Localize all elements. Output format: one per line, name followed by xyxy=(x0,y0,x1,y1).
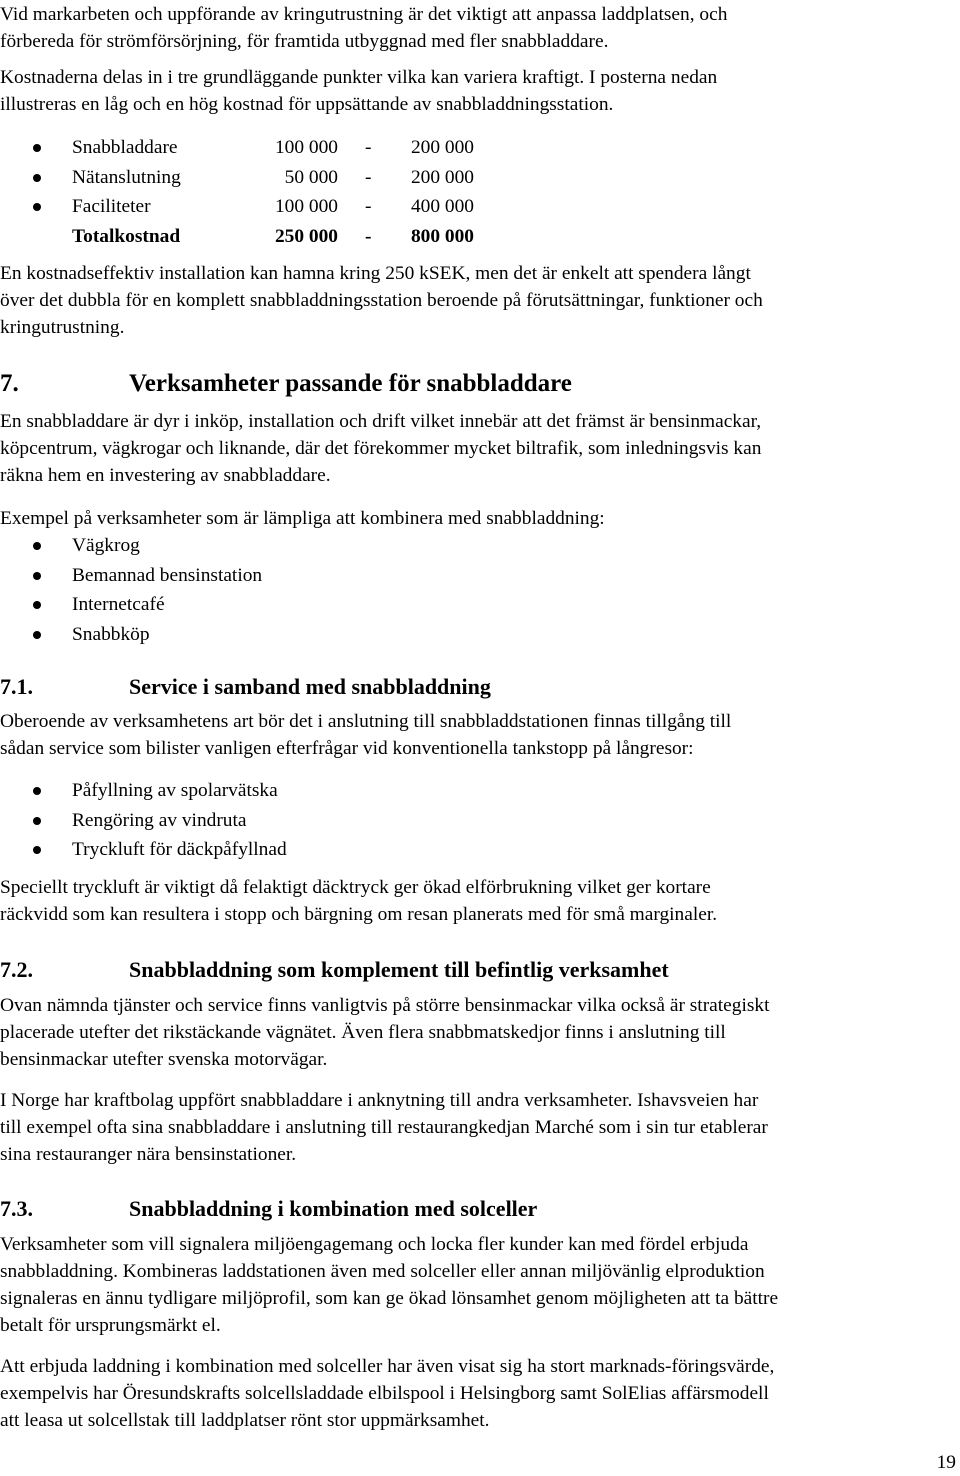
examples-list xyxy=(0,531,262,649)
bullet-icon xyxy=(33,174,41,182)
cost-label: Snabbladdare xyxy=(72,137,178,158)
text-line: bensinmackar utefter svenska motorvägar. xyxy=(0,1049,328,1070)
cost-low: 100 000 xyxy=(274,196,338,217)
bullet-icon xyxy=(33,631,41,639)
text-line: signaleras en ännu tydligare miljöprofil, som kan ge ökad lönsamhet genom möjligheten att ta bättre xyxy=(0,1288,779,1309)
text-line: snabbladdning. Kombineras laddstationen även med solceller eller annan miljövänlig elproduktion xyxy=(0,1261,765,1282)
bullet-icon xyxy=(33,542,41,550)
text-line: kringutrustning. xyxy=(0,317,125,338)
section-7-paragraph xyxy=(0,408,945,489)
cost-total-high: 800 000 xyxy=(410,225,474,247)
list-item: Internetcafé xyxy=(0,590,262,620)
cost-intro-paragraph xyxy=(0,64,945,118)
list-item: Påfyllning av spolarvätska xyxy=(0,776,287,806)
cost-high: 200 000 xyxy=(410,137,474,158)
text-line: sina restauranger nära bensinstationer. xyxy=(0,1144,297,1165)
page-number: 19 xyxy=(936,1452,956,1473)
section-number: 7.1. xyxy=(0,674,33,699)
section-7-2-paragraph-1 xyxy=(0,992,945,1073)
text-line: förbereda för strömförsörjning, för framtida utbyggnad med fler snabbladdare. xyxy=(0,31,609,52)
bullet-icon xyxy=(33,601,41,609)
list-item: Tryckluft för däckpåfyllnad xyxy=(0,835,287,865)
cost-low: 50 000 xyxy=(284,166,338,188)
bullet-icon xyxy=(33,787,41,795)
cost-list xyxy=(0,133,945,251)
list-item: Vägkrog xyxy=(0,531,262,561)
text-line: köpcentrum, vägkrogar och liknande, där det förekommer mycket biltrafik, som inledningsvis kan xyxy=(0,438,762,459)
text-line: I Norge har kraftbolag uppfört snabbladdare i anknytning till andra verksamheter. Ishavsveien har xyxy=(0,1090,759,1111)
section-title: Snabbladdning som komplement till befintlig verksamhet xyxy=(129,957,669,982)
text-line: placerade utefter det rikstäckande vägnätet. Även flera snabbmatskedjor finns i anslutning till xyxy=(0,1022,726,1043)
cost-total-dash: - xyxy=(365,225,372,247)
section-7-2-paragraph-2 xyxy=(0,1087,945,1168)
section-number: 7.3. xyxy=(0,1196,33,1221)
cost-note-paragraph xyxy=(0,260,945,341)
cost-item xyxy=(0,192,945,222)
text-line: Ovan nämnda tjänster och service finns vanligtvis på större bensinmackar vilka också är strategiskt xyxy=(0,995,770,1016)
cost-high: 200 000 xyxy=(410,166,474,188)
bullet-icon xyxy=(33,817,41,825)
section-title: Verksamheter passande för snabbladdare xyxy=(129,370,572,397)
text-line: illustreras en låg och en hög kostnad för uppsättande av snabbladdningsstation. xyxy=(0,94,614,115)
services-list xyxy=(0,776,287,865)
bullet-icon xyxy=(33,144,41,152)
text-line: Vid markarbeten och uppförande av kringutrustning är det viktigt att anpassa laddplatsen, och xyxy=(0,4,728,25)
section-7-1-heading xyxy=(0,672,491,702)
cost-item xyxy=(0,163,945,193)
section-7-3-paragraph-1 xyxy=(0,1231,945,1339)
text-line: Speciellt tryckluft är viktigt då felaktigt däcktryck ger ökad elförbrukning vilket ger kortare xyxy=(0,877,711,898)
list-item: Snabbköp xyxy=(0,620,262,650)
text-line: räckvidd som kan resultera i stopp och bärgning om resan planerats med för små marginaler. xyxy=(0,904,718,925)
examples-intro: Exempel på verksamheter som är lämpliga att kombinera med snabbladdning: xyxy=(0,508,605,529)
section-7-3-heading xyxy=(0,1194,537,1224)
section-7-2-heading xyxy=(0,955,669,985)
text-line: sådan service som bilister vanligen efterfrågar vid konventionella tankstopp på långresor: xyxy=(0,738,694,759)
text-line: Att erbjuda laddning i kombination med solceller har även visat sig ha stort marknads-föringsvärde, xyxy=(0,1356,775,1377)
text-line: Kostnaderna delas in i tre grundläggande punkter vilka kan variera kraftigt. I posterna nedan xyxy=(0,67,718,88)
cost-low: 100 000 xyxy=(274,137,338,158)
text-line: exempelvis har Öresundskrafts solcellsladdade elbilspool i Helsingborg samt SolElias affärsmodell xyxy=(0,1383,769,1404)
text-line: En snabbladdare är dyr i inköp, installation och drift vilket innebär att det främst är bensinmackar, xyxy=(0,411,762,432)
bullet-icon xyxy=(33,203,41,211)
cost-dash: - xyxy=(365,196,372,217)
section-7-3-paragraph-2 xyxy=(0,1353,945,1434)
cost-total-label: Totalkostnad xyxy=(72,225,181,247)
text-line: En kostnadseffektiv installation kan hamna kring 250 kSEK, men det är enkelt att spendera långt xyxy=(0,263,751,284)
text-line: betalt för ursprungsmärkt el. xyxy=(0,1315,221,1336)
cost-total-row xyxy=(0,222,945,252)
cost-label: Nätanslutning xyxy=(72,166,181,188)
section-number: 7.2. xyxy=(0,957,33,982)
cost-label: Faciliteter xyxy=(72,196,151,217)
text-line: att leasa ut solcellstak till laddplatser rönt stor uppmärksamhet. xyxy=(0,1410,490,1431)
text-line: över det dubbla för en komplett snabbladdningsstation beroende på förutsättningar, funktioner och xyxy=(0,290,763,311)
tryckluft-paragraph xyxy=(0,874,945,928)
bullet-icon xyxy=(33,572,41,580)
cost-item xyxy=(0,133,945,163)
section-title: Snabbladdning i kombination med solceller xyxy=(129,1196,538,1221)
section-7-1-paragraph xyxy=(0,708,945,762)
cost-dash: - xyxy=(365,166,372,188)
section-7-heading xyxy=(0,368,572,400)
intro-paragraph xyxy=(0,1,945,55)
list-item: Bemannad bensinstation xyxy=(0,561,262,591)
text-line: Oberoende av verksamhetens art bör det i anslutning till snabbladdstationen finnas tillgång till xyxy=(0,711,732,732)
text-line: till exempel ofta sina snabbladdare i anslutning till restaurangkedjan Marché som i sin tur etablerar xyxy=(0,1117,768,1138)
text-line: Verksamheter som vill signalera miljöengagemang och locka fler kunder kan med fördel erbjuda xyxy=(0,1234,749,1255)
cost-high: 400 000 xyxy=(410,196,474,217)
section-title: Service i samband med snabbladdning xyxy=(129,674,491,699)
list-item: Rengöring av vindruta xyxy=(0,806,287,836)
cost-total-low: 250 000 xyxy=(274,225,338,247)
text-line: räkna hem en investering av snabbladdare. xyxy=(0,465,331,486)
cost-dash: - xyxy=(365,137,372,158)
section-number: 7. xyxy=(0,370,19,397)
bullet-icon xyxy=(33,846,41,854)
